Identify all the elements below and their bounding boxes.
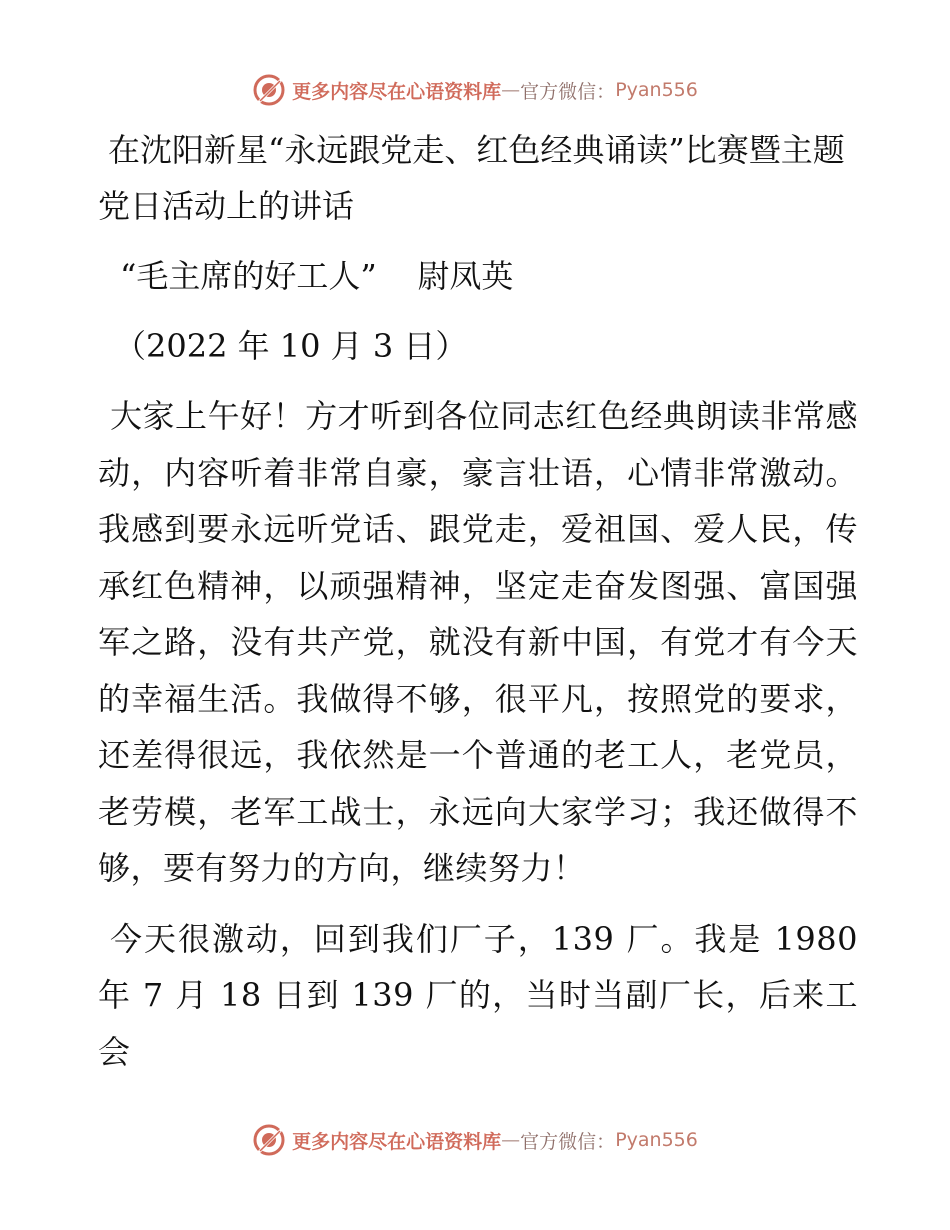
watermark-brand: 更多内容尽在心语资料库 — [292, 1130, 502, 1153]
speaker-line: “毛主席的好工人” 尉凤英 — [120, 257, 514, 295]
watermark-header — [0, 70, 950, 110]
watermark-label: 官方微信： — [520, 1130, 616, 1153]
watermark-separator: — — [501, 1129, 521, 1151]
watermark-label: 官方微信： — [520, 80, 616, 103]
paragraph-2: 今天很激动，回到我们厂子，139 厂。我是 1980 年 7 月 18 日到 139 厂的，当时当副厂长，后来工会 — [98, 919, 858, 1071]
watermark-separator: — — [501, 79, 521, 101]
speech-date: （2022 年 10 月 3 日） — [114, 327, 468, 365]
document-body — [98, 122, 858, 1080]
watermark-footer — [0, 1120, 950, 1160]
watermark-account: Pyan556 — [615, 79, 698, 101]
document-title: 在沈阳新星“永远跟党走、红色经典诵读”比赛暨主题党日活动上的讲话 — [98, 131, 845, 225]
watermark-brand: 更多内容尽在心语资料库 — [292, 80, 502, 103]
watermark-account: Pyan556 — [615, 1129, 698, 1151]
quill-seal-icon — [252, 73, 286, 107]
quill-seal-icon — [252, 1123, 286, 1157]
paragraph-1: 大家上午好！方才听到各位同志红色经典朗读非常感动，内容听着非常自豪，豪言壮语，心情非常激动。我感到要永远听党话、跟党走，爱祖国、爱人民，传承红色精神，以顽强精神，坚定走奋发图强、富国强军之路，没有共产党，就没有新中国，有党才有今天的幸福生活。我做得不够，很平凡，按照党的要求，还差得很远，我依然是一个普通的老工人，老党员，老劳模，老军工战士，永远向大家学习；我还做得不够，要有努力的方向，继续努力！ — [98, 397, 858, 887]
